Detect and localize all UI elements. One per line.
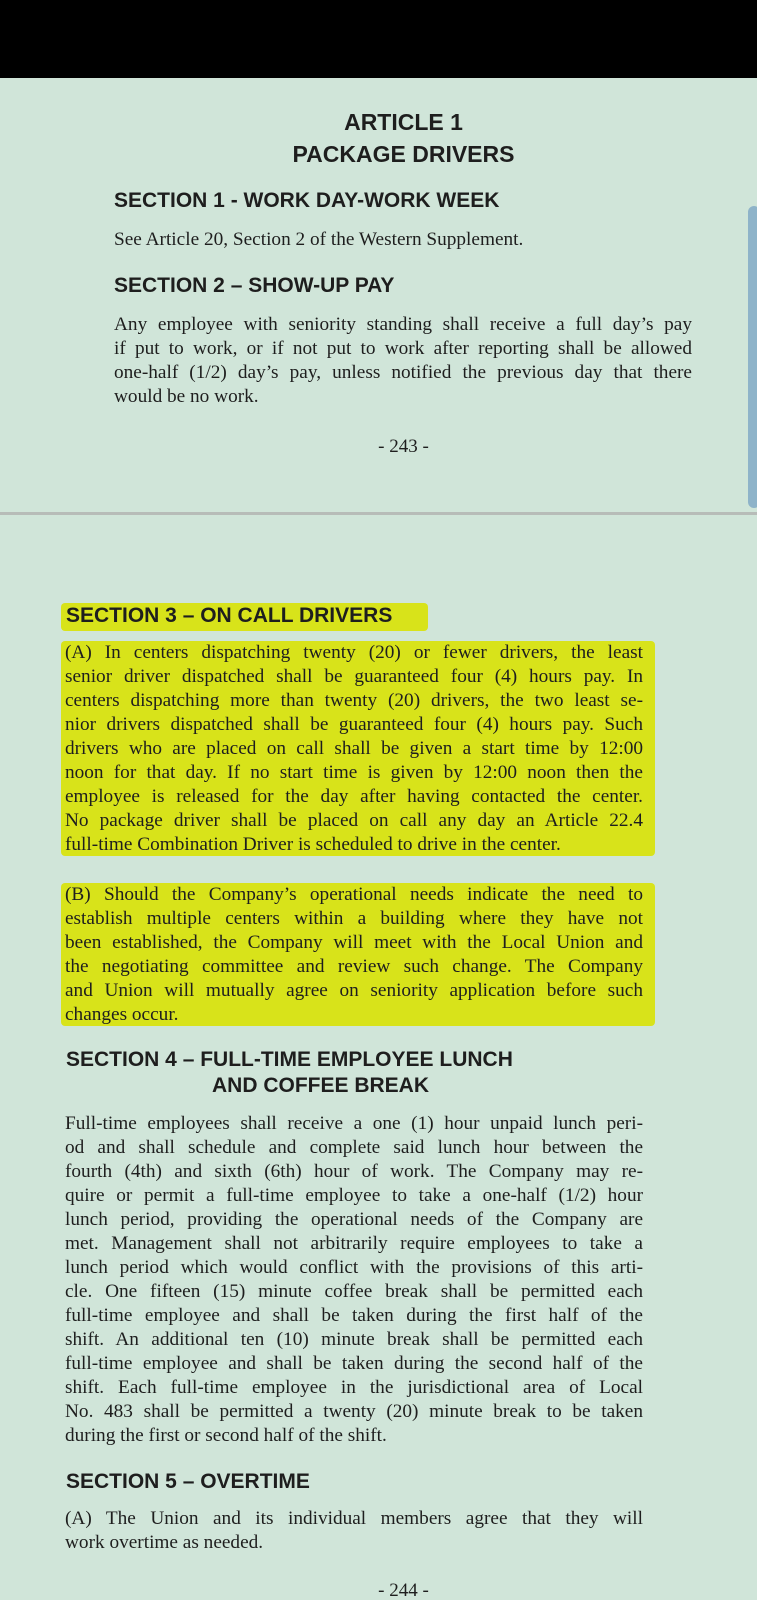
text-line: senior driver dispatched shall be guaranteed four (4) hours pay. In (65, 666, 643, 687)
text-line: See Article 20, Section 2 of the Western Supplement. (114, 229, 524, 250)
text-line: full-time employee and shall be taken during the first half of the (65, 1305, 643, 1326)
text-line: cle. One fifteen (15) minute coffee break shall be permitted each (65, 1281, 643, 1302)
text-line: shift. Each full-time employee in the jurisdictional area of Local (65, 1377, 643, 1398)
article-label: ARTICLE 1 (344, 109, 463, 135)
section1-text (114, 228, 523, 252)
text-line: if put to work, or if not put to work after reporting shall be allowed (114, 338, 692, 359)
text-line: centers dispatching more than twenty (20) drivers, the two least se- (65, 690, 643, 711)
section2-text (114, 313, 692, 409)
section4-heading-line1: SECTION 4 – FULL-TIME EMPLOYEE LUNCH (66, 1048, 513, 1071)
text-line: lunch period which would conflict with the provisions of this arti- (65, 1257, 643, 1278)
text-line: establish multiple centers within a building where they have not (65, 908, 643, 929)
text-line: No. 483 shall be permitted a twenty (20) minute break to be taken (65, 1401, 643, 1422)
text-line: lunch period, providing the operational needs of the Company are (65, 1209, 643, 1230)
text-line: (A) The Union and its individual members agree that they will (65, 1508, 643, 1529)
text-line: fourth (4th) and sixth (6th) hour of work. The Company may re- (65, 1161, 643, 1182)
text-line: No package driver shall be placed on call any day an Article 22.4 (65, 810, 643, 831)
page-number-243: - 243 - (378, 436, 429, 457)
text-line: during the first or second half of the shift. (65, 1425, 387, 1446)
section3-heading: SECTION 3 – ON CALL DRIVERS (66, 604, 393, 627)
text-line: nior drivers dispatched shall be guaranteed four (4) hours pay. Such (65, 714, 643, 735)
text-line: drivers who are placed on call shall be given a start time by 12:00 (65, 738, 643, 759)
text-line: (B) Should the Company’s operational needs indicate the need to (65, 884, 643, 905)
text-line: work overtime as needed. (65, 1532, 264, 1553)
text-line: employee is released for the day after having contacted the center. (65, 786, 643, 807)
text-line: quire or permit a full-time employee to take a one-half (1/2) hour (65, 1185, 643, 1206)
text-line: full-time employee and shall be taken during the second half of the (65, 1353, 643, 1374)
scrollbar-thumb[interactable] (748, 206, 757, 508)
text-line: the negotiating committee and review such change. The Company (65, 956, 643, 977)
text-line: been established, the Company will meet with the Local Union and (65, 932, 643, 953)
section4-heading-line2: AND COFFEE BREAK (212, 1074, 430, 1097)
section2-heading: SECTION 2 – SHOW-UP PAY (114, 274, 395, 297)
text-line: (A) In centers dispatching twenty (20) or fewer drivers, the least (65, 642, 643, 663)
section4-text (65, 1112, 643, 1448)
section5-heading: SECTION 5 – OVERTIME (66, 1470, 310, 1493)
section5-text (65, 1507, 643, 1555)
text-line: met. Management shall not arbitrarily require employees to take a (65, 1233, 643, 1254)
top-black-bar (0, 0, 757, 78)
page-number-244: - 244 - (378, 1580, 429, 1600)
text-line: noon for that day. If no start time is given by 12:00 noon then the (65, 762, 643, 783)
text-line: full-time Combination Driver is scheduled to drive in the center. (65, 834, 561, 855)
text-line: shift. An additional ten (10) minute break shall be permitted each (65, 1329, 643, 1350)
text-line: would be no work. (114, 386, 259, 407)
text-line: Full-time employees shall receive a one (1) hour unpaid lunch peri- (65, 1113, 643, 1134)
text-line: one-half (1/2) day’s pay, unless notified the previous day that there (114, 362, 692, 383)
text-line: changes occur. (65, 1004, 179, 1025)
page-divider (0, 512, 757, 515)
section3-para-b (65, 883, 643, 1027)
section1-heading: SECTION 1 - WORK DAY-WORK WEEK (114, 189, 500, 212)
section3-para-a (65, 641, 643, 857)
text-line: od and shall schedule and complete said lunch hour between the (65, 1137, 643, 1158)
article-name: PACKAGE DRIVERS (292, 141, 515, 167)
text-line: Any employee with seniority standing shall receive a full day’s pay (114, 314, 692, 335)
text-line: and Union will mutually agree on seniority application before such (65, 980, 643, 1001)
